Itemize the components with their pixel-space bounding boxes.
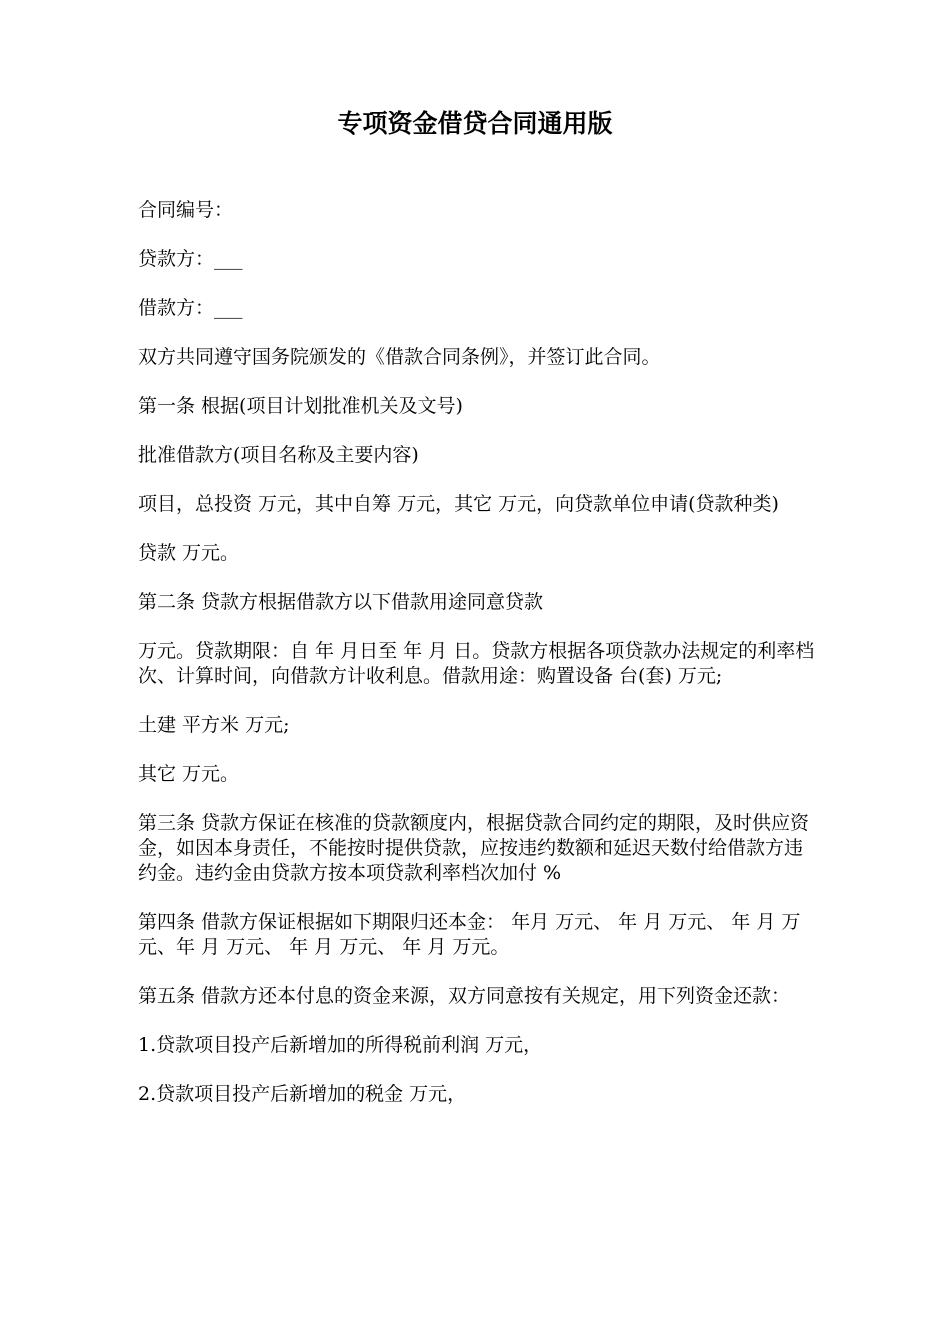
loan-amount-paragraph: 贷款 万元。 xyxy=(138,542,240,564)
borrower-line: 借款方：___ xyxy=(138,297,243,319)
construction-paragraph: 土建 平方米 万元; xyxy=(138,714,290,736)
contract-number-line: 合同编号： xyxy=(138,199,234,221)
repayment-source-item-2: 2.贷款项目投产后新增加的税金 万元， xyxy=(138,1083,467,1105)
other-cost-paragraph: 其它 万元。 xyxy=(138,763,240,785)
article-3-paragraph: 第三条 贷款方保证在核准的贷款额度内，根据贷款合同约定的期限，及时供应资金，如因本身责任，不能按时提供贷款，应按违约数额和延迟天数付给借款方违约金。违约金由贷款方按本项贷款利率档次加付 % xyxy=(138,812,810,884)
preamble-paragraph: 双方共同遵守国务院颁发的《借款合同条例》，并签订此合同。 xyxy=(138,346,661,368)
document-title: 专项资金借贷合同通用版 xyxy=(337,109,613,138)
lender-line: 贷款方：___ xyxy=(138,248,243,270)
approval-paragraph: 批准借款方(项目名称及主要内容) xyxy=(138,444,419,466)
repayment-source-item-1: 1.贷款项目投产后新增加的所得税前利润 万元， xyxy=(138,1034,543,1056)
loan-term-paragraph: 万元。贷款期限：自 年 月日至 年 月 日。贷款方根据各项贷款办法规定的利率档次、计算时间，向借款方计收利息。借款用途：购置设备 台(套) 万元; xyxy=(138,640,815,687)
document-body xyxy=(138,198,818,1131)
article-4-paragraph: 第四条 借款方保证根据如下期限归还本金： 年月 万元、 年 月 万元、 年 月 万元、年 月 万元、 年 月 万元、 年 月 万元。 xyxy=(138,911,801,958)
article-1-paragraph: 第一条 根据(项目计划批准机关及文号) xyxy=(138,395,463,417)
article-2-paragraph: 第二条 贷款方根据借款方以下借款用途同意贷款 xyxy=(138,591,544,613)
project-investment-paragraph: 项目，总投资 万元，其中自筹 万元，其它 万元，向贷款单位申请(贷款种类) xyxy=(138,493,779,515)
article-5-paragraph: 第五条 借款方还本付息的资金来源，双方同意按有关规定，用下列资金还款： xyxy=(138,985,791,1007)
